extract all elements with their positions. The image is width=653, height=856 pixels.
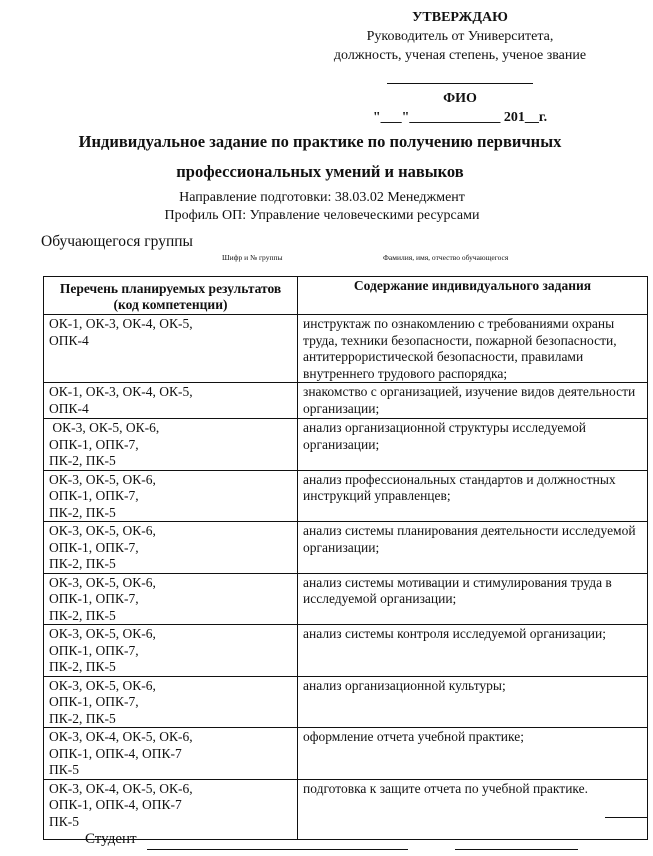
task-content-cell: анализ системы планирования деятельности исследуемой организации; bbox=[298, 522, 648, 574]
competence-code-line: ОПК-4 bbox=[49, 400, 89, 416]
approval-block bbox=[300, 8, 620, 128]
task-content-cell: оформление отчета учебной практике; bbox=[298, 728, 648, 780]
table-row bbox=[44, 315, 648, 383]
table-row bbox=[44, 728, 648, 780]
competence-code-line: ОК-3, ОК-4, ОК-5, ОК-6, bbox=[49, 729, 193, 744]
competence-codes-cell bbox=[44, 625, 298, 677]
student-name-hint: Фамилия, имя, отчество обучающегося bbox=[383, 253, 509, 262]
competence-code-line: ПК-2, ПК-5 bbox=[49, 453, 116, 468]
competence-code-line: ПК-2, ПК-5 bbox=[49, 556, 116, 571]
task-content-cell: подготовка к защите отчета по учебной практике. bbox=[298, 779, 648, 839]
document-title-line-2: профессиональных умений и навыков bbox=[176, 162, 464, 181]
group-code-hint: Шифр и № группы bbox=[222, 253, 283, 262]
student-signature-line bbox=[455, 849, 578, 850]
table-header-row bbox=[44, 277, 648, 315]
task-content-cell: знакомство с организацией, изучение видов деятельности организации; bbox=[298, 383, 648, 419]
competence-code-line: ОПК-1, ОПК-4, ОПК-7 bbox=[49, 797, 182, 812]
competence-codes-cell bbox=[44, 315, 298, 383]
competence-code-line: ОПК-1, ОПК-7, bbox=[49, 694, 139, 709]
competence-code-line: ПК-5 bbox=[49, 762, 79, 777]
competence-codes-cell bbox=[44, 779, 298, 839]
competence-code-line: ОПК-1, ОПК-7, bbox=[49, 436, 139, 452]
competence-code-line: ОПК-1, ОПК-7, bbox=[49, 642, 139, 658]
competence-codes-cell bbox=[44, 728, 298, 780]
competence-code-line: ОК-3, ОК-5, ОК-6, bbox=[49, 574, 156, 590]
table-row bbox=[44, 779, 648, 839]
table-row bbox=[44, 522, 648, 574]
tasks-table-container bbox=[43, 276, 647, 829]
document-title-line-1: Индивидуальное задание по практике по получению первичных bbox=[78, 132, 562, 151]
competence-codes-cell bbox=[44, 470, 298, 522]
student-signature-label: Студент bbox=[85, 831, 137, 847]
competence-code-line: ОК-3, ОК-4, ОК-5, ОК-6, bbox=[49, 780, 193, 796]
competence-code-line: ОК-3, ОК-5, ОК-6, bbox=[49, 471, 156, 487]
competence-code-line: ПК-2, ПК-5 bbox=[49, 710, 116, 726]
competence-codes-cell bbox=[44, 419, 298, 471]
table-row bbox=[44, 419, 648, 471]
table-row bbox=[44, 625, 648, 677]
competence-code-line: ОК-3, ОК-5, ОК-6, bbox=[49, 677, 156, 693]
student-name-line bbox=[147, 849, 408, 850]
approval-fio: ФИО bbox=[443, 91, 477, 106]
profile-text: Профиль ОП: Управление человеческими ресурсами bbox=[164, 208, 480, 223]
approval-title: УТВЕРЖДАЮ bbox=[412, 10, 508, 25]
competence-code-line: ОК-3, ОК-5, ОК-6, bbox=[49, 626, 156, 641]
competence-code-line: ОПК-1, ОПК-7, bbox=[49, 539, 139, 555]
group-label: Обучающегося группы bbox=[41, 233, 193, 250]
competence-code-line: ОПК-1, ОПК-4, ОПК-7 bbox=[49, 745, 182, 761]
table-row bbox=[44, 383, 648, 419]
competence-code-line: ОК-1, ОК-3, ОК-4, ОК-5, bbox=[49, 316, 193, 331]
competence-code-line: ПК-2, ПК-5 bbox=[49, 607, 116, 623]
approval-signature-line bbox=[387, 73, 533, 84]
competence-code-line: ОПК-1, ОПК-7, bbox=[49, 591, 139, 606]
header-competence-codes: Перечень планируемых результатов (код компетенции) bbox=[44, 277, 298, 315]
competence-code-line: ПК-2, ПК-5 bbox=[49, 659, 116, 674]
tasks-table bbox=[43, 276, 648, 840]
competence-codes-cell bbox=[44, 573, 298, 625]
task-content-cell: анализ системы контроля исследуемой организации; bbox=[298, 625, 648, 677]
competence-code-line: ОК-1, ОК-3, ОК-4, ОК-5, bbox=[49, 384, 193, 399]
competence-code-line: ПК-5 bbox=[49, 813, 79, 829]
table-bottom-border-fragment bbox=[605, 817, 647, 818]
table-row bbox=[44, 676, 648, 728]
task-content-cell: анализ профессиональных стандартов и должностных инструкций управленцев; bbox=[298, 470, 648, 522]
competence-codes-cell bbox=[44, 383, 298, 419]
approval-degree-line: должность, ученая степень, ученое звание bbox=[333, 48, 587, 63]
table-row bbox=[44, 470, 648, 522]
competence-code-line: ОПК-1, ОПК-7, bbox=[49, 488, 139, 503]
competence-code-line: ОК-3, ОК-5, ОК-6, bbox=[49, 523, 156, 538]
direction-text: Направление подготовки: 38.03.02 Менеджмент bbox=[179, 190, 465, 205]
competence-codes-cell bbox=[44, 676, 298, 728]
competence-code-line: ОПК-4 bbox=[49, 332, 89, 348]
task-content-cell: анализ системы мотивации и стимулирования труда в исследуемой организации; bbox=[298, 573, 648, 625]
approval-position-line: Руководитель от Университета, bbox=[366, 29, 554, 44]
task-content-cell: анализ организационной культуры; bbox=[298, 676, 648, 728]
competence-code-line: ПК-2, ПК-5 bbox=[49, 504, 116, 520]
header-task-content: Содержание индивидуального задания bbox=[298, 277, 648, 315]
task-content-cell: инструктаж по ознакомлению с требованиями охраны труда, техники безопасности, пожарной безопасности, антитеррористической безопасности, правилами внутреннего трудового распорядка; bbox=[298, 315, 648, 383]
table-row bbox=[44, 573, 648, 625]
task-content-cell: анализ организационной структуры исследуемой организации; bbox=[298, 419, 648, 471]
competence-codes-cell bbox=[44, 522, 298, 574]
competence-code-line: ОК-3, ОК-5, ОК-6, bbox=[49, 420, 160, 435]
approval-date: "___"_____________ 201__г. bbox=[372, 110, 548, 125]
